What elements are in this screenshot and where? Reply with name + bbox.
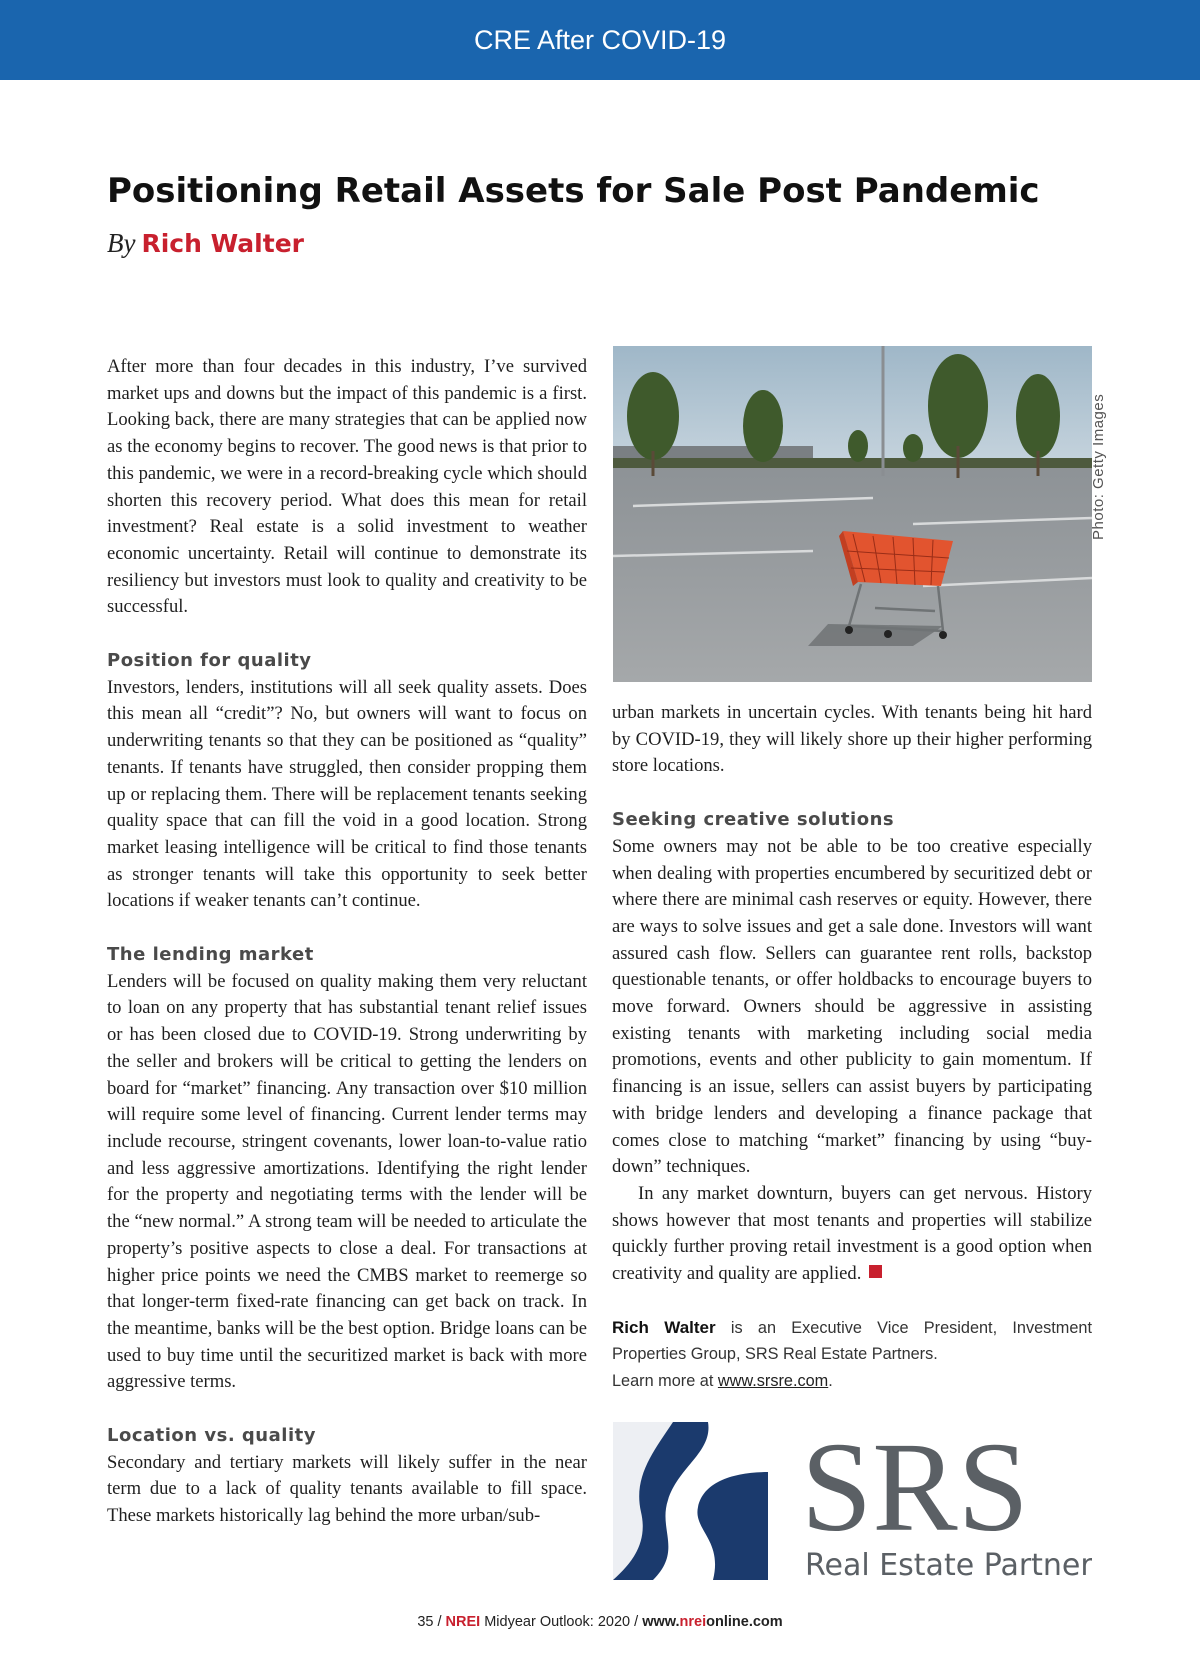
footer-url-accent: nrei bbox=[679, 1614, 707, 1630]
left-column bbox=[107, 354, 587, 1530]
shopping-cart-photo bbox=[613, 346, 1092, 682]
footer-url-suffix: online.com bbox=[706, 1614, 783, 1630]
intro-paragraph: After more than four decades in this industry, I’ve survived market ups and downs but the impact of this pandemic is a first. Looking back, there are many strategies that can be applied now as the economy begins to recover. The good news is that prior to this pandemic, we were in a record-breaking cycle which should shorten this recovery period. What does this mean for retail investment? Real estate is a solid investment to weather economic uncertainty. Retail will continue to demonstrate its resiliency but investors must look to quality and creativity to be successful. bbox=[107, 356, 587, 618]
bio-website-link[interactable]: www.srsre.com bbox=[717, 1372, 829, 1391]
logo-letters: SRS bbox=[801, 1422, 1029, 1558]
footer-url-prefix: www. bbox=[642, 1614, 680, 1630]
footer-page-number: 35 bbox=[417, 1614, 434, 1630]
byline-by: By bbox=[107, 228, 136, 258]
right-column bbox=[612, 700, 1092, 1395]
page-footer bbox=[0, 1614, 1200, 1630]
section-body-location: Secondary and tertiary markets will likely suffer in the near term due to a lack of quality tenants available to fill space. These markets historically lag behind the more urban/sub- bbox=[107, 1451, 587, 1527]
byline bbox=[107, 228, 304, 259]
closing-paragraph bbox=[612, 1181, 1092, 1288]
section-heading-location: Location vs. quality bbox=[107, 1425, 316, 1447]
section-body-creative: Some owners may not be able to be too creative especially when dealing with properties encumbered by securitized debt or where there are minimal cash reserves or equity. However, there are ways to solve issues and get a sale done. Investors will want assured cash flow. Sellers can guarantee rent rolls, backstop questionable tenants, or offer holdbacks to encourage buyers to move forward. Owners should be aggressive in assisting existing tenants with marketing including social media promotions, events and other publicity to gain momentum. If financing is an issue, sellers can assist buyers by participating with bridge lenders and developing a finance package that comes close to matching “market” financing by using “buy-down” techniques. bbox=[612, 835, 1092, 1178]
footer-separator-1: / bbox=[433, 1614, 446, 1630]
section-body-lending: Lenders will be focused on quality making them very reluctant to loan on any property that has substantial tenant relief issues or has been closed due to COVID-19. Strong underwriting by the seller and brokers will be critical to getting the lenders on board for “market” financing. Any transaction over $10 million will require some level of financing. Current lender terms may include recourse, stringent covenants, lower loan-to-value ratio and less aggressive amortizations. Identifying the right lender for the property and negotiating terms with the lender will be the “new normal.” A strong team will be needed to articulate the property’s positive aspects to close a deal. For transactions at higher price points we need the CMBS market to reemerge so that longer-term fixed-rate financing can get back on track. In the meantime, banks will be the best option. Bridge loans can be used to buy time until the securitized market is back with more aggressive terms. bbox=[107, 970, 587, 1393]
bio-learn-suffix: . bbox=[828, 1372, 833, 1391]
section-heading-creative: Seeking creative solutions bbox=[612, 809, 895, 831]
bio-author-name: Rich Walter bbox=[612, 1317, 716, 1337]
author-bio bbox=[612, 1315, 1092, 1395]
banner-title: CRE After COVID-19 bbox=[473, 25, 727, 55]
srs-logo bbox=[613, 1422, 1092, 1580]
byline-author: Rich Walter bbox=[141, 229, 304, 258]
logo-tagline: Real Estate Partners bbox=[805, 1548, 1092, 1580]
section-heading-lending: The lending market bbox=[107, 944, 314, 966]
section-body-quality: Investors, lenders, institutions will all seek quality assets. Does this mean all “credit”? No, but owners will want to focus on underwriting tenants so that they can be positioned as “quality” tenants. If tenants have struggled, then consider propping them up or replacing them. There will be replacement tenants seeking quality space that can fill the void in a good location. Strong market leasing intelligence will be critical to find those tenants as stronger tenants will take this opportunity to seek better locations if weaker tenants can’t continue. bbox=[107, 676, 587, 912]
photo-credit: Photo: Getty Images bbox=[1090, 393, 1107, 540]
article-title: Positioning Retail Assets for Sale Post Pandemic bbox=[107, 171, 1040, 211]
continuation-paragraph: urban markets in uncertain cycles. With tenants being hit hard by COVID-19, they will likely shore up their higher performing store locations. bbox=[612, 702, 1092, 777]
section-banner bbox=[0, 0, 1200, 80]
bio-learn-prefix: Learn more at bbox=[612, 1372, 718, 1391]
bio-text: is an Executive Vice President, Investment Properties Group, SRS Real Estate Partners. bbox=[612, 1318, 1092, 1364]
closing-text: In any market downturn, buyers can get nervous. History shows however that most tenants and properties will stabilize quickly further proving retail investment is a good option when creativity and quality are applied. bbox=[612, 1182, 1092, 1285]
section-heading-quality: Position for quality bbox=[107, 650, 312, 672]
footer-separator-2: / bbox=[630, 1614, 643, 1630]
footer-brand: NREI bbox=[445, 1614, 481, 1630]
footer-publication: Midyear Outlook: 2020 bbox=[480, 1614, 631, 1630]
end-mark-icon bbox=[869, 1265, 882, 1278]
